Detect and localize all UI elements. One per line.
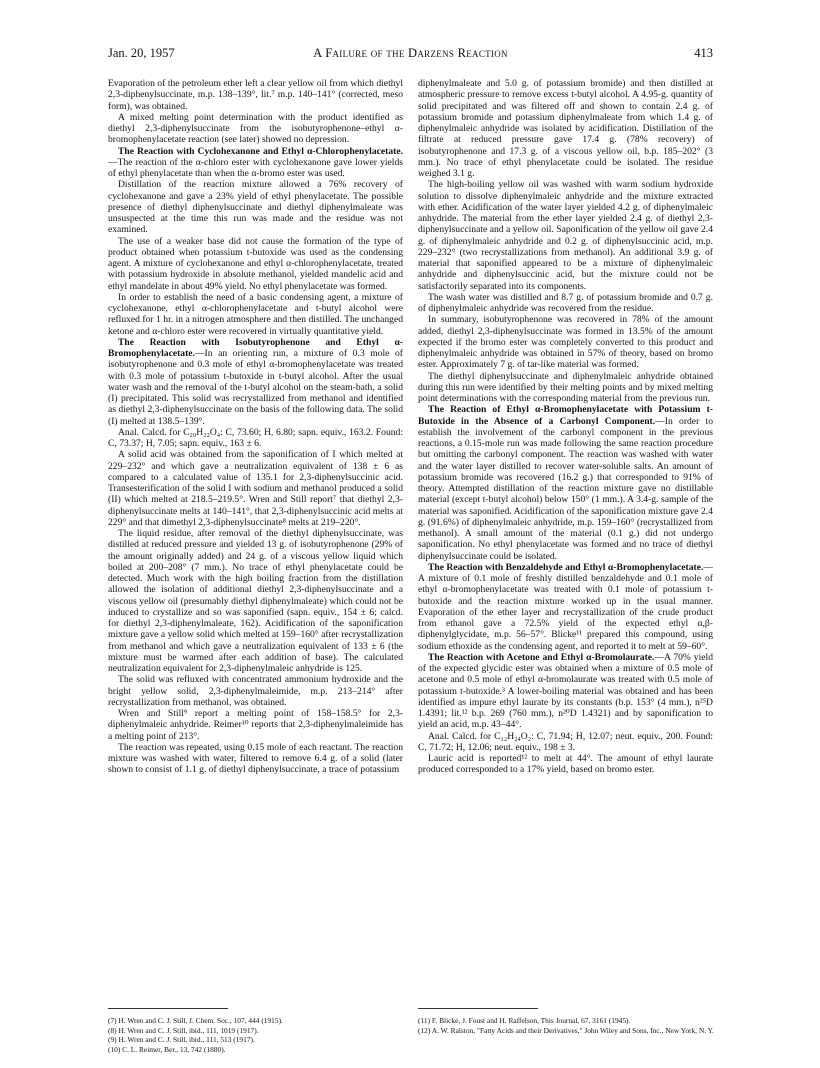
paragraph <box>108 708 403 742</box>
paragraph-text: —The reaction of the α-chloro ester with cyclohexanone gave lower yields of ethyl phenylacetate than when the α-bromo ester was used. <box>108 156 403 179</box>
paragraph <box>418 78 713 179</box>
paragraph-text: The diethyl diphenylsuccinate and diphenylmaleic anhydride obtained during this run were identified by their melting points and by mixed melting point determinations with the corresponding material from the previous run. <box>418 370 713 404</box>
section-heading: The Reaction of Ethyl α-Bromophenylacetate with Potassium t-Butoxide in the Absence of a Carbonyl Component. <box>418 404 713 427</box>
section-heading: The Reaction with Acetone and Ethyl α-Bromolaurate. <box>428 651 655 663</box>
paragraph-text: Wren and Still⁹ report a melting point of 158–158.5° for 2,3-diphenylmaleic anhydride. Reimer¹⁰ reports that 2,3-diphenylmaleimide has a melting point of 213°. <box>108 708 403 742</box>
right-column <box>418 78 713 776</box>
footnote-rule-right <box>418 1008 538 1009</box>
paragraph-text: —A 70% yield of the expected glycidic ester was obtained when a mixture of 0.5 mole of acetone and 0.5 mole of ethyl α-bromolaurate was treated with 0.5 mole of potassium t-butoxide.³ A lower-boiling material was obtained and has been identified as impure ethyl laurate by its constants (b.p. 153° (4 mm.), n²⁵D 1.4391; lit.¹² b.p. 269 (760 mm.), n²⁰D 1.4321) and by saponification to yield an acid, m.p. 43–44°. <box>418 651 713 731</box>
paragraph-text: —A mixture of 0.1 mole of freshly distilled benzaldehyde and 0.1 mole of ethyl α-bromophenylacetate was treated with 0.1 mole of potassium t-butoxide and the reaction mixture worked up in the usual manner. Evaporation of the ether layer and recrystallization of the crude product from ethanol gave a 72.5% yield of the expected ethyl α,β-diphenylglycidate, m.p. 56–57°. Blicke¹¹ prepared this compound, using sodium ethoxide as the condensing agent, and reported it to melt at 59–60°. <box>418 561 713 652</box>
footnote: (10) C. L. Reimer, Ber., 13, 742 (1880). <box>108 1044 226 1054</box>
paragraph <box>108 427 403 450</box>
paragraph <box>418 731 713 754</box>
paragraph-text: The solid was refluxed with concentrated ammonium hydroxide and the bright yellow solid, 2,3-diphenylmaleimide, m.p. 213–214° after recrystallization from methanol, was obtained. <box>108 674 403 708</box>
paragraph <box>418 652 713 731</box>
footnote: (9) H. Wren and C. J. Still, ibid., 111, 513 (1917). <box>108 1035 255 1045</box>
paragraph <box>418 179 713 292</box>
paragraph <box>108 528 403 674</box>
footnote-rule-left <box>108 1008 228 1009</box>
paragraph-text: Distillation of the reaction mixture allowed a 76% recovery of cyclohexanone and gave a 23% yield of ethyl phenylacetate. The possible presence of diethyl diphenylsuccinate and diethyl diphenylmaleate was unsuspected at the time this run was made and the residue was not examined. <box>108 179 403 236</box>
header-date: Jan. 20, 1957 <box>108 46 175 60</box>
paragraph <box>108 236 403 292</box>
paragraph-text: The liquid residue, after removal of the diethyl diphenylsuccinate, was distilled at reduced pressure and yielded 13 g. of isobutyrophenone (29% of the amount originally added) and 24 g. of a viscous yellow liquid which boiled at 200–208° (7 mm.). No trace of ethyl phenylacetate could be detected. Much work with the high boiling fraction from the distillation allowed the isolation of additional diethyl 2,3-diphenylsuccinate and a viscous yellow oil (presumably diethyl diphenylmaleate) which could not be induced to crystallize and so was saponified (sapn. equiv., 154 ± 6; calcd. for diethyl 2,3-diphenylmaleate, 162). Acidification of the saponification mixture gave a yellow solid which melted at 159–160° after recrystallization from methanol and which gave a neutralization equivalent of 133 ± 6 (the mixture must be warmed after each addition of base). The calculated neutralization equivalent for 2,3-diphenylmaleic anhydride is 125. <box>108 528 403 674</box>
paragraph <box>108 449 403 528</box>
paragraph-text: In order to establish the need of a basic condensing agent, a mixture of cyclohexanone, ethyl α-chlorophenylacetate and t-butyl alcohol were refluxed for 1 hr. in a nitrogen atmosphere and then distilled. The unchanged ketone and α-chloro ester were recovered in virtually quantitative yield. <box>108 291 403 337</box>
paragraph-text: Lauric acid is reported¹² to melt at 44°. The amount of ethyl laurate produced corresponded to a 17% yield, based on bromo ester. <box>418 753 713 776</box>
paragraph-text: diphenylmaleate and 5.0 g. of potassium bromide) and then distilled at atmospheric pressure to remove excess t-butyl alcohol. A 4.95-g. quantity of solid precipitated and was filtered off and shown to contain 2.4 g. of potassium bromide and potassium diphenylmaleate from which 1.4 g. of diphenylmaleic anhydride was isolated by acidification. Distillation of the filtrate at reduced pressure gave 17.4 g. (78% recovery) of isobutyrophenone and 17.3 g. of a viscous yellow oil, b.p. 185–202° (3 mm.). No trace of ethyl phenylacetate could be isolated. The residue weighed 3.1 g. <box>418 78 713 179</box>
paragraph-text: Evaporation of the petroleum ether left a clear yellow oil from which diethyl 2,3-diphenylsuccinate, m.p. 138–139°, lit.⁷ m.p. 140–141° (corrected, meso form), was obtained. <box>108 78 403 112</box>
paragraph <box>108 337 403 427</box>
paragraph-text: In summary, isobutyrophenone was recovered in 78% of the amount added, diethyl 2,3-diphenylsuccinate was formed in 13.5% of the amount expected if the bromo ester was completely converted to this product and diphenylmaleic anhydride was obtained in 57% of theory, based on bromo ester. Approximately 7 g. of tar-like material was formed. <box>418 314 713 371</box>
left-column <box>108 78 403 776</box>
paragraph-text: Anal. Calcd. for C₂₀H₂₂O₄: C, 73.60; H, 6.80; sapn. equiv., 163.2. Found: C, 73.37; H, 7.05; sapn. equiv., 163 ± 6. <box>108 426 403 449</box>
section-heading: The Reaction with Cyclohexanone and Ethyl α-Chlorophenylacetate. <box>118 145 403 157</box>
paragraph-text: The high-boiling yellow oil was washed with warm sodium hydroxide solution to dissolve diphenylmaleic anhydride and the mixture extracted with ether. Acidification of the water layer yielded 4.2 g. of diphenylmaleic anhydride. The material from the ether layer yielded 2.4 g. of diethyl 2,3-diphenylsuccinate and a yellow oil. Saponification of the yellow oil gave 2.4 g. of diphenylmaleic anhydride and 0.2 g. of diphenylsuccinic acid, m.p. 229–232° (two recrystallizations from methanol). An additional 3.9 g. of material that saponified appeared to be a mixture of diphenylmaleic anhydride and diphenylsuccinic acid, but the mixture could not be satisfactorily separated into its components. <box>418 179 713 292</box>
footnotes-right <box>418 1016 718 1035</box>
paragraph-text: —In order to establish the involvement of the carbonyl component in the previous reactions, a 0.15-mole run was made following the same reaction procedure but omitting the carbonyl component. The reaction was washed with water and the water layer distilled to recover water-soluble salts. An amount of potassium bromide was recovered (16.2 g.) that corresponded to 91% of theory. Attempted distillation of the reaction mixture gave no distillable material (except t-butyl alcohol) below 150° (1 mm.). A 3.4-g. sample of the material was saponified. Acidification of the saponification mixture gave 2.4 g. (91.6%) of diphenylmaleic anhydride, m.p. 159–160° (recrystallized from methanol). A small amount of the material (0.1 g.) did not undergo saponification. No ethyl phenylacetate was formed and no trace of diethyl diphenylsuccinate could be isolated. <box>418 415 713 562</box>
paragraph <box>108 78 403 112</box>
section-heading: The Reaction with Isobutyrophenone and Ethyl α-Bromophenylacetate. <box>108 336 403 359</box>
paragraph-text: The use of a weaker base did not cause the formation of the type of product obtained when potassium t-butoxide was used as the condensing agent. A mixture of cyclohexanone and ethyl α-chlorophenylacetate, treated with potassium hydroxide in absolute methanol, yielded mandelic acid and ethyl mandelate in about 49% yield. No ethyl phenylacetate was formed. <box>108 235 403 292</box>
running-header <box>108 46 713 62</box>
paragraph <box>418 404 713 562</box>
paragraph <box>418 753 713 776</box>
footnote: (12) A. W. Ralston, "Fatty Acids and their Derivatives," John Wiley and Sons, Inc., New York, N. Y. <box>418 1025 714 1035</box>
paragraph-text: —In an orienting run, a mixture of 0.3 mole of isobutyrophenone and 0.3 mole of ethyl α-bromophenylacetate was treated with 0.3 mole of potassium t-butoxide in t-butyl alcohol. After the usual water wash and the removal of the t-butyl alcohol on the steam-bath, a solid (I) precipitated. This solid was recrystallized from methanol and identified as diethyl 2,3-diphenylsuccinate on the basis of the following data. The solid (I) melted at 138.5–139°. <box>108 348 403 427</box>
footnotes-left <box>108 1016 408 1054</box>
paragraph <box>418 371 713 405</box>
page-number: 413 <box>694 46 713 60</box>
paragraph <box>418 562 713 652</box>
paragraph-text: Anal. Calcd. for C₁₂H₂₄O₂: C, 71.94; H, 12.07; neut. equiv., 200. Found: C, 71.72; H, 12.06; neut. equiv., 198 ± 3. <box>418 730 713 753</box>
paragraph-text: The wash water was distilled and 8.7 g. of potassium bromide and 0.7 g. of diphenylmaleic anhydride was recovered from the residue. <box>418 291 713 314</box>
footnote: (8) H. Wren and C. J. Still, ibid., 111, 1019 (1917). <box>108 1025 259 1035</box>
paragraph <box>108 112 403 146</box>
paragraph <box>108 179 403 235</box>
paragraph-text: The reaction was repeated, using 0.15 mole of each reactant. The reaction mixture was washed with water, filtered to remove 6.4 g. of a solid (later shown to consist of 1.1 g. of diethyl diphenylsuccinate, a trace of potassium <box>108 741 403 776</box>
paragraph <box>108 674 403 708</box>
footnote: (7) H. Wren and C. J. Still, J. Chem. Soc., 107, 444 (1915). <box>108 1016 283 1025</box>
section-heading: The Reaction with Benzaldehyde and Ethyl α-Bromophenylacetate. <box>428 561 704 573</box>
paragraph-text: A solid acid was obtained from the saponification of I which melted at 229–232° and which gave a neutralization equivalent of 138 ± 6 as compared to a calculated value of 135.1 for 2,3-diphenylsuccinic acid. Transesterification of the solid I with sodium and methanol produced a solid (II) which melted at 218.5–219.5°. Wren and Still report⁷ that diethyl 2,3-diphenylsuccinate melts at 140–141°, that 2,3-diphenylsuccinic acid melts at 229° and that dimethyl 2,3-diphenylsuccinate⁸ melts at 219–220°. <box>108 449 403 528</box>
footnote: (11) F. Blicke, J. Foust and H. Raffelson, This Journal, 67, 3161 (1945). <box>418 1016 631 1025</box>
header-title: A Failure of the Darzens Reaction <box>313 46 508 60</box>
paragraph <box>108 146 403 180</box>
paragraph <box>418 292 713 315</box>
paragraph <box>108 292 403 337</box>
paragraph-text: A mixed melting point determination with the product identified as diethyl 2,3-diphenylsuccinate from the isobutyrophenone–ethyl α-bromophenylacetate reaction (see later) showed no depression. <box>108 111 403 146</box>
paragraph <box>108 742 403 776</box>
paragraph <box>418 314 713 370</box>
